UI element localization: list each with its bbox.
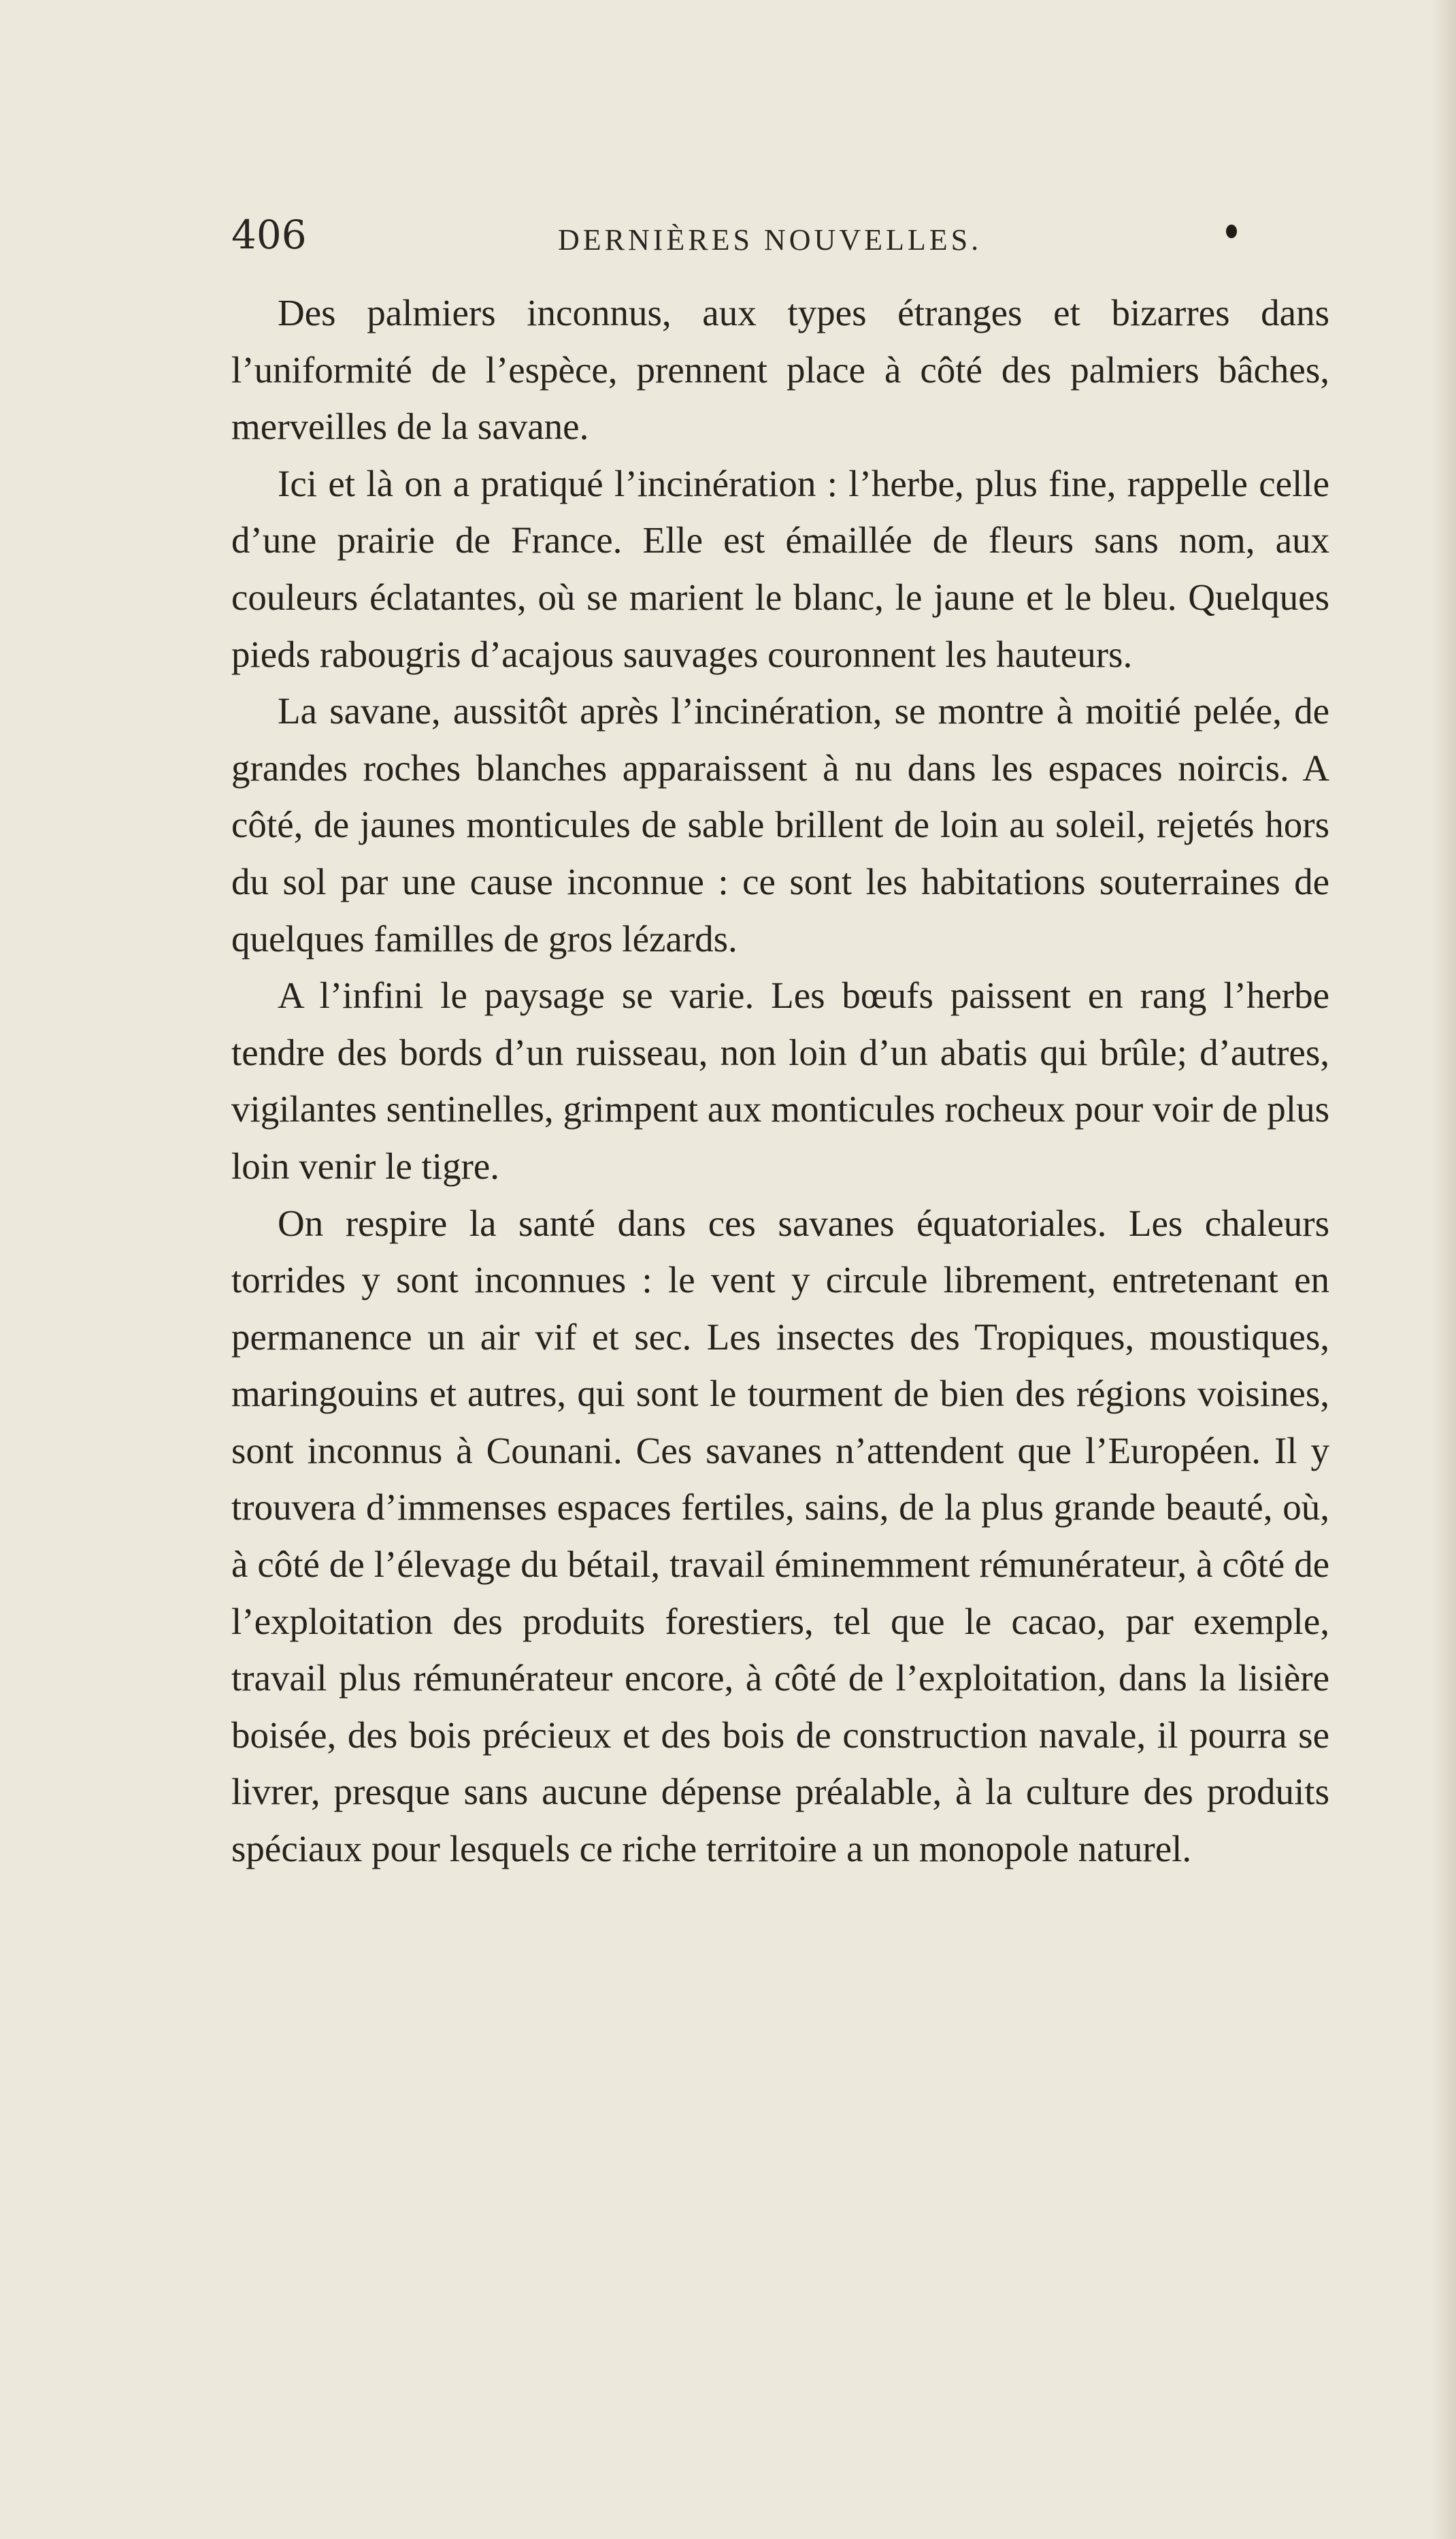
page-number: 406 <box>231 212 307 258</box>
page-header <box>231 204 1252 265</box>
paragraph: On respire la santé dans ces savanes équatoriales. Les chaleurs torrides y sont inconnues : le vent y circule librement, entretenant en permanence un air vif et sec. Les insectes des Tropiques, moustiques, maringouins et autres, qui sont le tourment de bien des régions voisines, sont inconnus à Counani. Ces savanes n’attendent que l’Européen. Il y trouvera d’immenses espaces fertiles, sains, de la plus grande beauté, où, à côté de l’élevage du bétail, travail éminemment rémunérateur, à côté de l’exploitation des produits forestiers, tel que le cacao, par exemple, travail plus rémunérateur encore, à côté de l’exploitation, dans la lisière boisée, des bois précieux et des bois de construction navale, il pourra se livrer, presque sans aucune dépense préalable, à la culture des produits spéciaux pour lesquels ce riche territoire a un monopole naturel. <box>231 1202 1329 1870</box>
body-text <box>231 284 1329 1878</box>
running-title: DERNIÈRES NOUVELLES. <box>558 223 982 257</box>
paragraph: La savane, aussitôt après l’incinération, se montre à moitié pelée, de grandes roches blanches apparaissent à nu dans les espaces noircis. A côté, de jaunes monticules de sable brillent de loin au soleil, rejetés hors du sol par une cause inconnue : ce sont les habitations souterraines de quelques familles de gros lézards. <box>231 690 1329 960</box>
paragraph: Des palmiers inconnus, aux types étranges et bizarres dans l’uniformité de l’espèce, prennent place à côté des palmiers bâches, merveilles de la savane. <box>231 292 1329 448</box>
paragraph: A l’infini le paysage se varie. Les bœufs paissent en rang l’herbe tendre des bords d’un ruisseau, non loin d’un abatis qui brûle; d’autres, vigilantes sentinelles, grimpent aux monticules rocheux pour voir de plus loin venir le tigre. <box>231 974 1329 1187</box>
ink-dot <box>1226 225 1237 238</box>
paragraph: Ici et là on a pratiqué l’incinération : l’herbe, plus fine, rappelle celle d’une prairie de France. Elle est émaillée de fleurs sans nom, aux couleurs éclatantes, où se marient le blanc, le jaune et le bleu. Quelques pieds rabougris d’acajous sauvages couronnent les hauteurs. <box>231 462 1329 675</box>
page-edge-shadow <box>1432 0 1456 2539</box>
